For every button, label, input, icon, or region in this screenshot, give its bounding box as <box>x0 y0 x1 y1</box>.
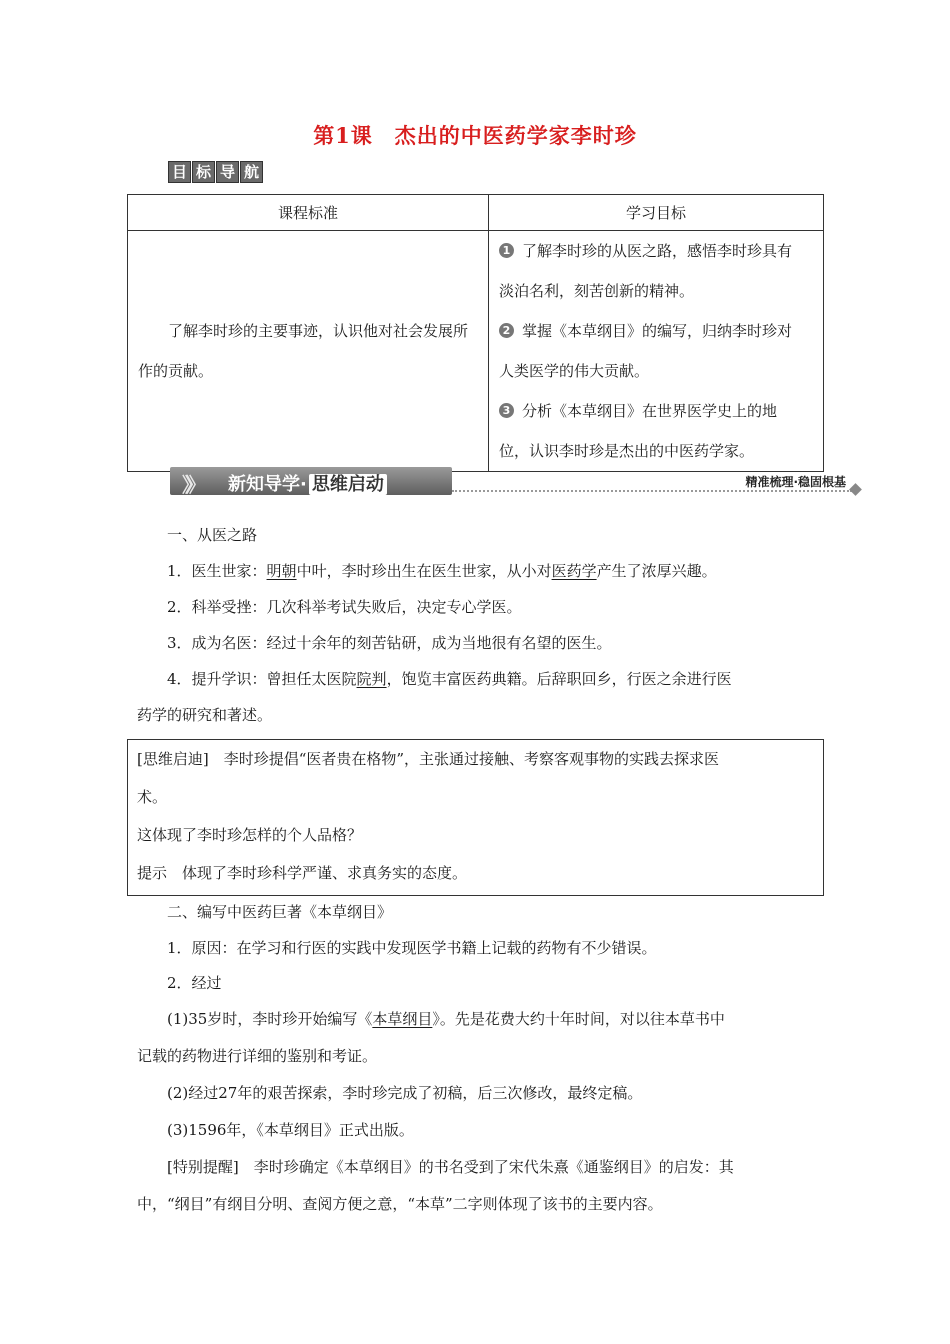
standard-text: 了解李时珍的主要事迹，认识他对社会发展所作的贡献。 <box>138 322 469 380</box>
banner-highlight: 思维启动 <box>309 474 387 495</box>
badge-char: 导 <box>216 161 239 183</box>
section-heading: 二、编写中医药巨著《本草纲目》 <box>167 903 393 921</box>
underlined-term: 院判 <box>356 670 387 688</box>
objective-line: 了解李时珍的从医之路，感悟李时珍具有 <box>522 242 793 260</box>
list-item-continuation: 药学的研究和著述。 <box>137 706 273 724</box>
objective-line: 掌握《本草纲目》的编写，归纳李时珍对 <box>522 322 793 340</box>
badge-char: 目 <box>168 161 191 183</box>
list-item: 4．提升学识：曾担任太医院院判，饱览丰富医药典籍。后辞职回乡，行医之余进行医 <box>167 670 732 688</box>
objective-item <box>499 311 815 391</box>
objective-line: 淡泊名利，刻苦创新的精神。 <box>499 282 695 300</box>
list-item: 2．经过 <box>167 974 222 992</box>
think-line: 术。 <box>137 788 168 806</box>
objective-line: 人类医学的伟大贡献。 <box>499 362 650 380</box>
badge-char: 航 <box>240 161 263 183</box>
page-title: 第1课 杰出的中医药学家李时珍 <box>313 123 637 148</box>
objective-item <box>499 231 815 311</box>
banner-title <box>228 470 387 496</box>
objective-item <box>499 391 815 471</box>
section-banner <box>170 467 860 497</box>
banner-main-text: 新知导学 <box>228 474 300 495</box>
list-item: 1．原因：在学习和行医的实践中发现医学书籍上记载的药物有不少错误。 <box>167 939 657 957</box>
list-item: 2．科举受挫：几次科举考试失败后，决定专心学医。 <box>167 598 522 616</box>
banner-dot: · <box>300 474 307 495</box>
underlined-term: 医药学 <box>551 562 597 580</box>
standard-cell <box>128 231 489 472</box>
banner-label-box <box>170 467 452 495</box>
number-3-icon: 3 <box>499 403 514 418</box>
special-note-continuation: 中，“纲目”有纲目分明、查阅方便之意，“本草”二字则体现了该书的主要内容。 <box>137 1195 663 1213</box>
think-question: 这体现了李时珍怎样的个人品格？ <box>137 826 363 844</box>
objectives-cell <box>489 231 824 472</box>
list-item: 1．医生世家：明朝中叶，李时珍出生在医生世家，从小对医药学产生了浓厚兴趣。 <box>167 562 717 580</box>
number-2-icon: 2 <box>499 323 514 338</box>
number-1-icon: 1 <box>499 243 514 258</box>
diamond-icon <box>849 483 862 496</box>
banner-subtitle: 精准梳理·稳固根基 <box>745 475 846 489</box>
list-item: (2)经过27年的艰苦探索，李时珍完成了初稿，后三次修改，最终定稿。 <box>167 1084 643 1102</box>
underlined-term: 本草纲目 <box>372 1010 433 1028</box>
double-chevron-icon: 》》 <box>182 473 200 497</box>
list-item: (1)35岁时，李时珍开始编写《本草纲目》。先是花费大约十年时间，对以往本草书中 <box>167 1010 725 1028</box>
objective-line: 分析《本草纲目》在世界医学史上的地 <box>522 402 778 420</box>
underlined-term: 明朝 <box>266 562 297 580</box>
section-heading: 一、从医之路 <box>167 526 258 544</box>
think-line: [思维启迪] 李时珍提倡“医者贵在格物”，主张通过接触、考察客观事物的实践去探求医 <box>137 750 720 768</box>
header-standard: 课程标准 <box>128 195 489 231</box>
think-hint: 提示 体现了李时珍科学严谨、求真务实的态度。 <box>137 864 468 882</box>
objective-line: 位，认识李时珍是杰出的中医药学家。 <box>499 442 755 460</box>
banner-divider <box>452 490 852 492</box>
goals-table <box>127 194 824 472</box>
thinking-prompt-box <box>127 739 824 896</box>
list-item: 3．成为名医：经过十余年的刻苦钻研，成为当地很有名望的医生。 <box>167 634 612 652</box>
list-item: (3)1596年，《本草纲目》正式出版。 <box>167 1121 414 1139</box>
list-item-continuation: 记载的药物进行详细的鉴别和考证。 <box>137 1047 378 1065</box>
badge-char: 标 <box>192 161 215 183</box>
header-objectives: 学习目标 <box>489 195 824 231</box>
special-note: [特别提醒] 李时珍确定《本草纲目》的书名受到了宋代朱熹《通鉴纲目》的启发：其 <box>167 1158 734 1176</box>
goals-nav-badge <box>168 161 263 181</box>
